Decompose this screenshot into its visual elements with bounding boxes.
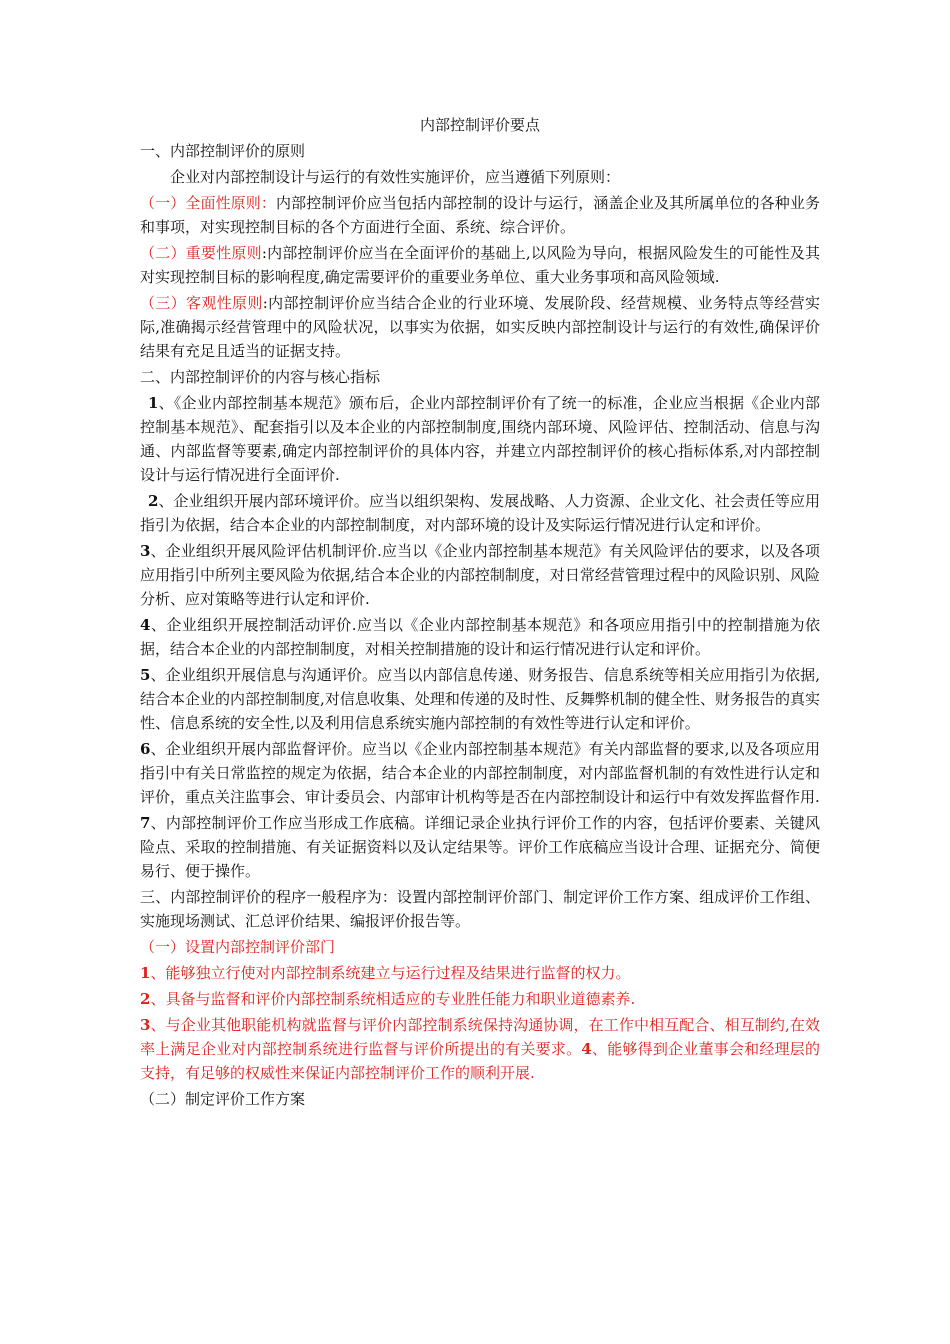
content-item-6 [140,737,820,809]
item-text: 、企业组织开展内部环境评价。应当以组织架构、发展战略、人力资源、企业文化、社会责任等应用指引为依据，结合本企业的内部控制制度，对内部环境的设计及实际运行情况进行认定和评价。 [140,492,820,534]
item-number: 3 [140,542,151,560]
principle-2-text: :内部控制评价应当在全面评价的基础上,以风险为导向，根据风险发生的可能性及其对实现控制目标的影响程度,确定需要评价的重要业务单位、重大业务事项和高风险领域. [140,244,820,286]
principle-2-label: （二）重要性原则 [140,244,262,262]
principle-3-label: （三）客观性原则 [140,294,263,312]
item-number: 7 [140,814,151,832]
item-number: 6 [140,740,151,758]
item-text: 、与企业其他职能机构就监督与评价内部控制系统保持沟通协调，在工作中相互配合、相互制约,在效率上满足企业对内部控制系统进行监督与评价所提出的有关要求。 [140,1016,820,1058]
item-text: 、企业组织开展风险评估机制评价.应当以《企业内部控制基本规范》有关风险评估的要求，以及各项应用指引中所列主要风险为依据,结合本企业的内部控制制度，对日常经营管理过程中的风险识别、风险分析、应对策略等进行认定和评价. [140,542,820,608]
item-number: 4 [581,1040,592,1058]
item-number: 2 [140,990,151,1008]
item-text: 、具备与监督和评价内部控制系统相适应的专业胜任能力和职业道德素养. [150,990,636,1008]
item-number: 4 [140,616,151,634]
item-text: 、企业组织开展内部监督评价。应当以《企业内部控制基本规范》有关内部监督的要求,以及各项应用指引中有关日常监控的规定为依据，结合本企业的内部控制制度，对内部监督机制的有效性进行认定和评价，重点关注监事会、审计委员会、内部审计机构等是否在内部控制设计和运行中有效发挥监督作用. [140,740,820,806]
item-number: 1 [148,394,159,412]
requirement-item-3-4 [140,1013,820,1085]
principle-1-text: 内部控制评价应当包括内部控制的设计与运行，涵盖企业及其所属单位的各种业务和事项，对实现控制目标的各个方面进行全面、系统、综合评价。 [140,194,820,236]
content-item-2 [140,489,820,537]
section-3-subheading-1: （一）设置内部控制评价部门 [140,938,336,956]
section-2-heading: 二、内部控制评价的内容与核心指标 [140,368,381,386]
item-text: 、《企业内部控制基本规范》颁布后，企业内部控制评价有了统一的标准，企业应当根据《企业内部控制基本规范》、配套指引以及本企业的内部控制制度,围绕内部环境、风险评估、控制活动、信息与沟通、内部监督等要素,确定内部控制评价的具体内容，并建立内部控制评价的核心指标体系,对内部控制设计与运行情况进行全面评价. [140,394,820,484]
principle-1-label: （一）全面性原则： [140,194,277,212]
item-text: 、能够独立行使对内部控制系统建立与运行过程及结果进行监督的权力。 [150,964,631,982]
section-1-heading: 一、内部控制评价的原则 [140,142,306,160]
section-1-intro: 企业对内部控制设计与运行的有效性实施评价，应当遵循下列原则： [170,168,621,186]
principle-3 [140,291,820,363]
content-item-3 [140,539,820,611]
content-item-1 [140,391,820,487]
principle-2 [140,241,820,289]
item-number: 5 [140,666,151,684]
item-text: 、企业组织开展信息与沟通评价。应当以内部信息传递、财务报告、信息系统等相关应用指引为依据,结合本企业的内部控制制度,对信息收集、处理和传递的及时性、反舞弊机制的健全性、财务报告的真实性、信息系统的安全性,以及利用信息系统实施内部控制的有效性等进行认定和评价。 [140,666,820,732]
document-title: 内部控制评价要点 [419,116,540,134]
requirement-item-2 [140,987,820,1011]
document-page [140,113,820,1113]
item-text: 、能够得到企业董事会和经理层的支持，有足够的权威性来保证内部控制评价工作的顺利开展. [140,1040,820,1082]
content-item-4 [140,613,820,661]
principle-1 [140,191,820,239]
item-number: 1 [140,964,151,982]
section-3-subheading-2: （二）制定评价工作方案 [140,1090,306,1108]
item-number: 3 [140,1016,151,1034]
requirement-item-1 [140,961,820,985]
section-3-heading: 三、内部控制评价的程序一般程序为：设置内部控制评价部门、制定评价工作方案、组成评价工作组、实施现场测试、汇总评价结果、编报评价报告等。 [140,888,820,930]
content-item-7 [140,811,820,883]
item-number: 2 [148,492,159,510]
content-item-5 [140,663,820,735]
item-text: 、企业组织开展控制活动评价.应当以《企业内部控制基本规范》和各项应用指引中的控制措施为依据，结合本企业的内部控制制度，对相关控制措施的设计和运行情况进行认定和评价。 [140,616,820,658]
principle-3-text: :内部控制评价应当结合企业的行业环境、发展阶段、经营规模、业务特点等经营实际,准确揭示经营管理中的风险状况，以事实为依据，如实反映内部控制设计与运行的有效性,确保评价结果有充足且适当的证据支持。 [140,294,820,360]
item-text: 、内部控制评价工作应当形成工作底稿。详细记录企业执行评价工作的内容，包括评价要素、关键风险点、采取的控制措施、有关证据资料以及认定结果等。评价工作底稿应当设计合理、证据充分、简便易行、便于操作。 [140,814,820,880]
